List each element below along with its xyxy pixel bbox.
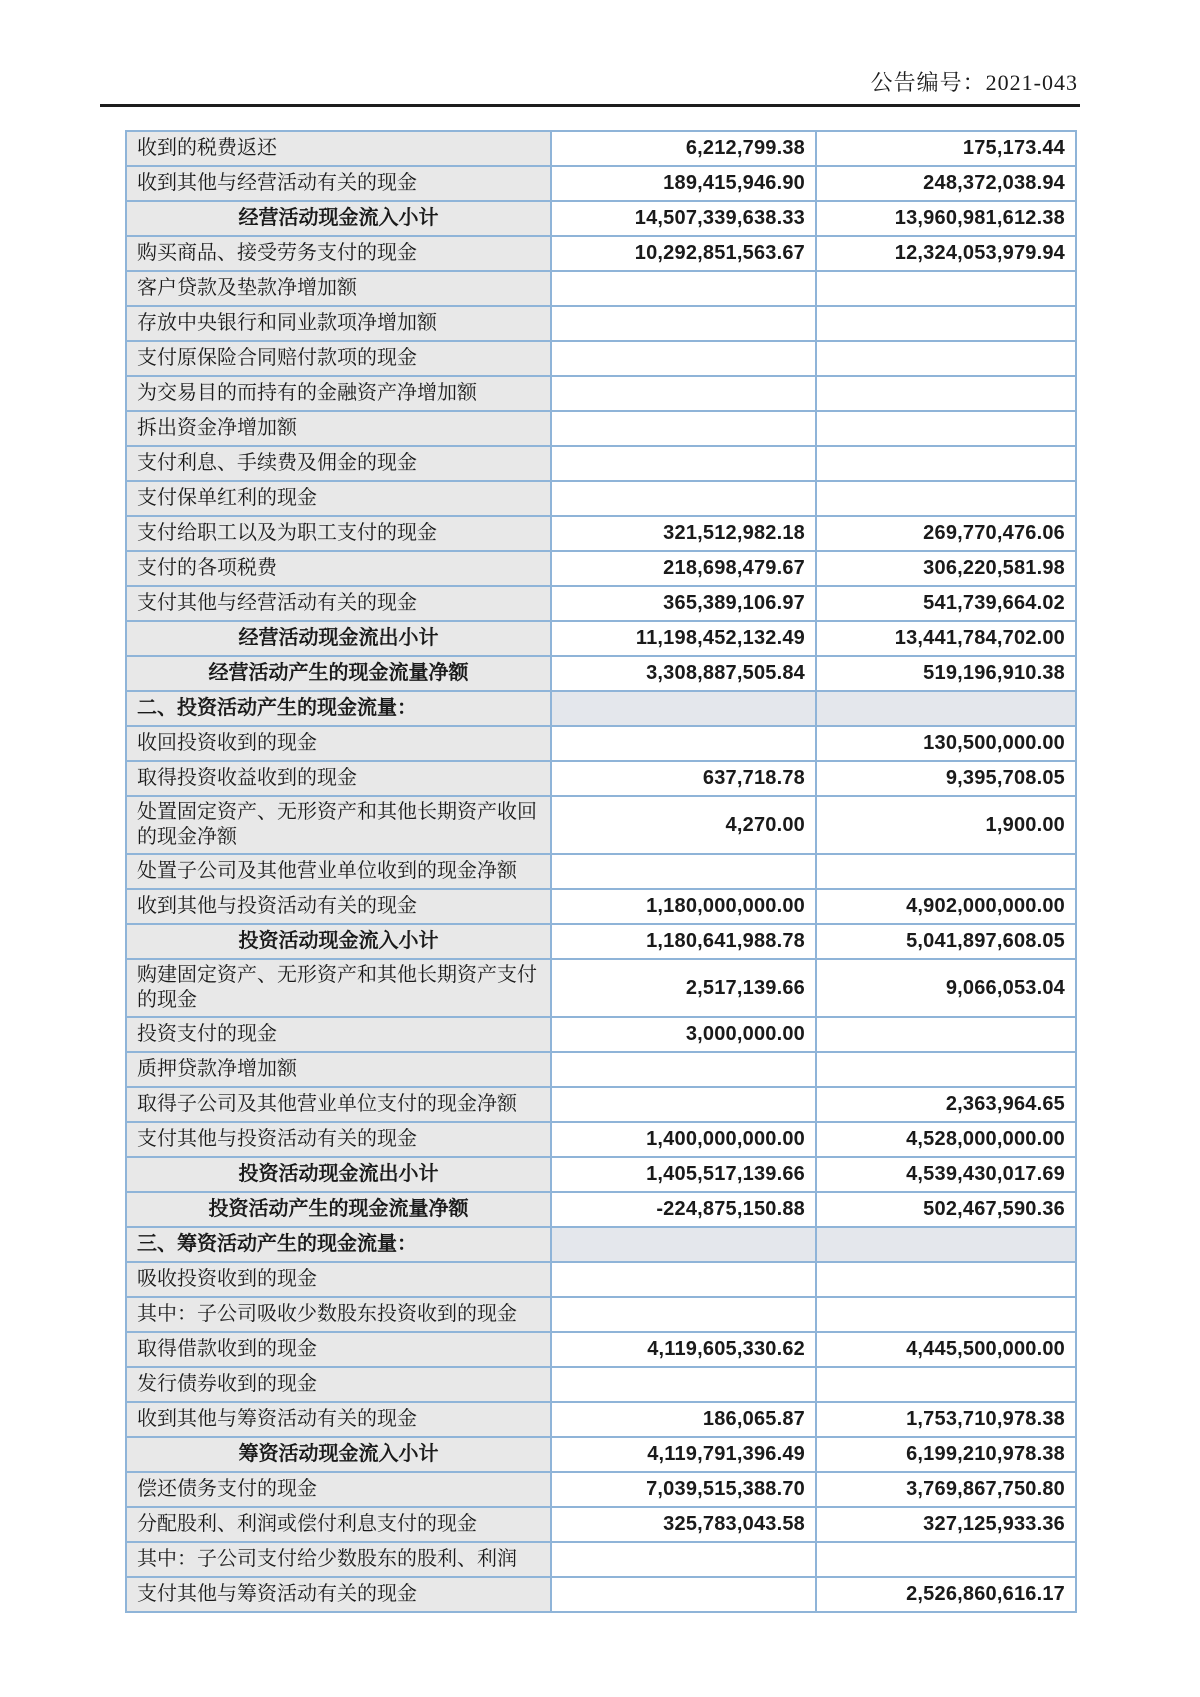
table-row [126,1122,1076,1157]
header-rule [100,104,1080,107]
table-row [126,306,1076,341]
row-label: 收回投资收到的现金 [126,726,551,761]
table-row [126,271,1076,306]
table-row [126,1402,1076,1437]
value-current-period [551,1262,816,1297]
table-row [126,621,1076,656]
value-current-period: 3,000,000.00 [551,1017,816,1052]
value-prior-period: 306,220,581.98 [816,551,1076,586]
value-prior-period [816,1262,1076,1297]
table-row [126,481,1076,516]
table-row [126,1507,1076,1542]
value-current-period: 4,119,605,330.62 [551,1332,816,1367]
value-prior-period: 2,526,860,616.17 [816,1577,1076,1612]
value-current-period: 6,212,799.38 [551,131,816,166]
value-current-period [551,1227,816,1262]
value-prior-period: 13,960,981,612.38 [816,201,1076,236]
table-row [126,656,1076,691]
value-current-period [551,271,816,306]
value-current-period [551,726,816,761]
row-label: 支付给职工以及为职工支付的现金 [126,516,551,551]
value-prior-period: 248,372,038.94 [816,166,1076,201]
value-prior-period [816,271,1076,306]
table-row [126,376,1076,411]
value-prior-period: 502,467,590.36 [816,1192,1076,1227]
value-current-period: 3,308,887,505.84 [551,656,816,691]
table-row [126,959,1076,1017]
row-label: 经营活动产生的现金流量净额 [126,656,551,691]
row-label: 支付其他与投资活动有关的现金 [126,1122,551,1157]
value-current-period: 1,180,000,000.00 [551,889,816,924]
table-row [126,1437,1076,1472]
value-current-period: 2,517,139.66 [551,959,816,1017]
table-row [126,1332,1076,1367]
row-label: 其中：子公司支付给少数股东的股利、利润 [126,1542,551,1577]
value-prior-period: 13,441,784,702.00 [816,621,1076,656]
row-label: 筹资活动现金流入小计 [126,1437,551,1472]
row-label: 支付原保险合同赔付款项的现金 [126,341,551,376]
value-prior-period [816,376,1076,411]
table-row [126,131,1076,166]
value-prior-period: 3,769,867,750.80 [816,1472,1076,1507]
row-label: 投资活动产生的现金流量净额 [126,1192,551,1227]
table-row [126,1052,1076,1087]
row-label: 处置子公司及其他营业单位收到的现金净额 [126,854,551,889]
row-label: 收到其他与投资活动有关的现金 [126,889,551,924]
row-label: 吸收投资收到的现金 [126,1262,551,1297]
cash-flow-table-body [126,131,1076,1612]
value-current-period: 7,039,515,388.70 [551,1472,816,1507]
value-prior-period: 4,528,000,000.00 [816,1122,1076,1157]
table-row [126,341,1076,376]
value-prior-period [816,306,1076,341]
value-current-period: 189,415,946.90 [551,166,816,201]
value-prior-period: 4,445,500,000.00 [816,1332,1076,1367]
value-prior-period: 12,324,053,979.94 [816,236,1076,271]
table-row [126,1472,1076,1507]
value-prior-period: 1,753,710,978.38 [816,1402,1076,1437]
row-label: 取得投资收益收到的现金 [126,761,551,796]
row-label: 收到其他与经营活动有关的现金 [126,166,551,201]
row-label: 发行债券收到的现金 [126,1367,551,1402]
value-prior-period [816,1297,1076,1332]
table-row [126,166,1076,201]
value-current-period: 1,405,517,139.66 [551,1157,816,1192]
row-label: 收到其他与筹资活动有关的现金 [126,1402,551,1437]
value-current-period [551,306,816,341]
value-current-period [551,1577,816,1612]
value-prior-period: 175,173.44 [816,131,1076,166]
table-row [126,236,1076,271]
cash-flow-table [125,130,1077,1613]
row-label: 存放中央银行和同业款项净增加额 [126,306,551,341]
row-label: 为交易目的而持有的金融资产净增加额 [126,376,551,411]
value-current-period: 218,698,479.67 [551,551,816,586]
value-current-period: 10,292,851,563.67 [551,236,816,271]
value-prior-period: 9,066,053.04 [816,959,1076,1017]
value-prior-period: 269,770,476.06 [816,516,1076,551]
value-current-period: 186,065.87 [551,1402,816,1437]
row-label: 支付的各项税费 [126,551,551,586]
value-prior-period [816,481,1076,516]
value-current-period [551,1297,816,1332]
row-label: 购建固定资产、无形资产和其他长期资产支付的现金 [126,959,551,1017]
value-prior-period [816,1017,1076,1052]
value-prior-period: 9,395,708.05 [816,761,1076,796]
value-current-period [551,1087,816,1122]
row-label: 经营活动现金流入小计 [126,201,551,236]
row-label: 购买商品、接受劳务支付的现金 [126,236,551,271]
value-current-period: 325,783,043.58 [551,1507,816,1542]
value-current-period: 4,270.00 [551,796,816,854]
row-label: 取得借款收到的现金 [126,1332,551,1367]
row-label: 收到的税费返还 [126,131,551,166]
value-prior-period [816,1542,1076,1577]
value-prior-period [816,1367,1076,1402]
document-page [100,0,1080,1613]
value-current-period [551,1367,816,1402]
value-current-period: 11,198,452,132.49 [551,621,816,656]
table-row [126,446,1076,481]
row-label: 偿还债务支付的现金 [126,1472,551,1507]
value-current-period [551,854,816,889]
value-current-period [551,691,816,726]
table-row [126,1262,1076,1297]
table-row [126,1157,1076,1192]
value-prior-period: 130,500,000.00 [816,726,1076,761]
value-current-period: 1,400,000,000.00 [551,1122,816,1157]
value-prior-period: 2,363,964.65 [816,1087,1076,1122]
value-current-period [551,1542,816,1577]
value-current-period [551,341,816,376]
table-row [126,924,1076,959]
value-current-period [551,411,816,446]
value-current-period: 14,507,339,638.33 [551,201,816,236]
value-current-period: 365,389,106.97 [551,586,816,621]
value-current-period: 321,512,982.18 [551,516,816,551]
table-row [126,854,1076,889]
table-row [126,1577,1076,1612]
value-current-period [551,446,816,481]
table-row [126,1542,1076,1577]
value-current-period [551,1052,816,1087]
value-prior-period [816,341,1076,376]
table-row [126,551,1076,586]
value-prior-period: 6,199,210,978.38 [816,1437,1076,1472]
table-row [126,761,1076,796]
value-prior-period: 519,196,910.38 [816,656,1076,691]
table-row [126,1297,1076,1332]
row-label: 三、筹资活动产生的现金流量： [126,1227,551,1262]
value-current-period: 4,119,791,396.49 [551,1437,816,1472]
row-label: 支付保单红利的现金 [126,481,551,516]
table-row [126,726,1076,761]
row-label: 投资活动现金流入小计 [126,924,551,959]
table-row [126,516,1076,551]
value-current-period: -224,875,150.88 [551,1192,816,1227]
value-current-period [551,376,816,411]
row-label: 投资支付的现金 [126,1017,551,1052]
value-prior-period [816,411,1076,446]
row-label: 质押贷款净增加额 [126,1052,551,1087]
value-prior-period: 4,539,430,017.69 [816,1157,1076,1192]
value-prior-period: 4,902,000,000.00 [816,889,1076,924]
table-row [126,586,1076,621]
value-prior-period [816,1052,1076,1087]
row-label: 拆出资金净增加额 [126,411,551,446]
table-row [126,889,1076,924]
row-label: 二、投资活动产生的现金流量： [126,691,551,726]
value-current-period: 637,718.78 [551,761,816,796]
row-label: 客户贷款及垫款净增加额 [126,271,551,306]
table-row [126,796,1076,854]
value-prior-period: 327,125,933.36 [816,1507,1076,1542]
table-row [126,1017,1076,1052]
table-row [126,1227,1076,1262]
row-label: 分配股利、利润或偿付利息支付的现金 [126,1507,551,1542]
table-row [126,1367,1076,1402]
announcement-number: 公告编号：2021-043 [870,70,1078,95]
value-current-period: 1,180,641,988.78 [551,924,816,959]
row-label: 处置固定资产、无形资产和其他长期资产收回的现金净额 [126,796,551,854]
value-prior-period [816,691,1076,726]
value-prior-period: 541,739,664.02 [816,586,1076,621]
row-label: 支付其他与筹资活动有关的现金 [126,1577,551,1612]
table-row [126,691,1076,726]
value-prior-period [816,854,1076,889]
row-label: 取得子公司及其他营业单位支付的现金净额 [126,1087,551,1122]
table-row [126,201,1076,236]
row-label: 其中：子公司吸收少数股东投资收到的现金 [126,1297,551,1332]
table-row [126,1192,1076,1227]
value-prior-period: 5,041,897,608.05 [816,924,1076,959]
value-prior-period [816,1227,1076,1262]
row-label: 支付其他与经营活动有关的现金 [126,586,551,621]
row-label: 支付利息、手续费及佣金的现金 [126,446,551,481]
row-label: 投资活动现金流出小计 [126,1157,551,1192]
row-label: 经营活动现金流出小计 [126,621,551,656]
value-current-period [551,481,816,516]
table-row [126,411,1076,446]
table-row [126,1087,1076,1122]
value-prior-period [816,446,1076,481]
value-prior-period: 1,900.00 [816,796,1076,854]
